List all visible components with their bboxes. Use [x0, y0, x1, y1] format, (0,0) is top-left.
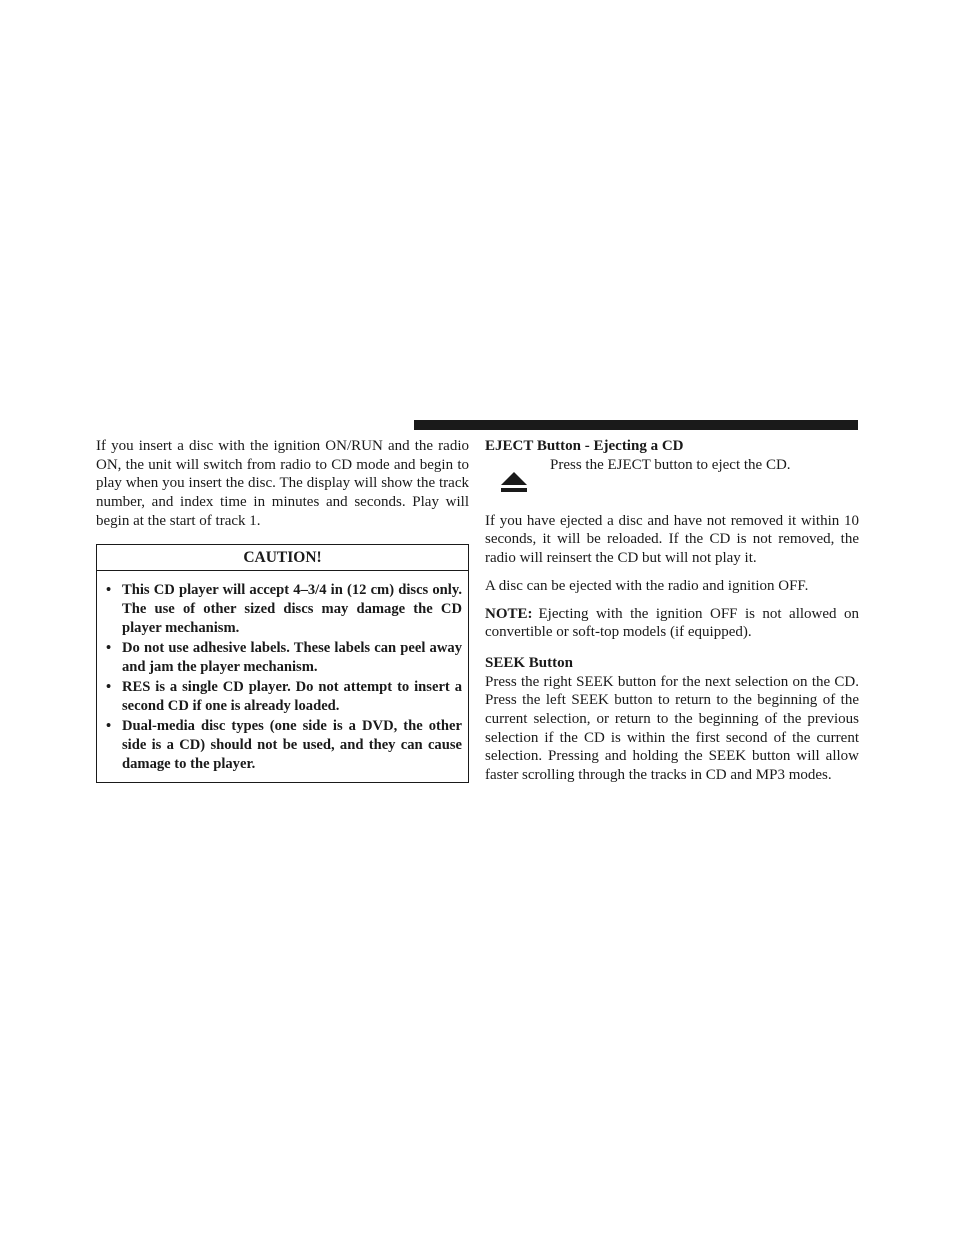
eject-icon: [500, 470, 528, 494]
caution-item-text: Do not use adhesive labels. These labels can peel away and jam the player mechanism.: [122, 639, 462, 675]
caution-item-text: RES is a single CD player. Do not attempt to insert a second CD if one is already loaded.: [122, 678, 462, 714]
right-column: [485, 437, 859, 785]
caution-box: [96, 544, 469, 783]
caution-title: CAUTION!: [97, 545, 468, 571]
bullet: •: [106, 717, 112, 734]
caution-item-text: This CD player will accept 4–3/4 in (12 cm) discs only. The use of other sized discs may damage the CD player mechanism.: [122, 581, 462, 636]
caution-item: [105, 639, 462, 677]
bullet: •: [106, 581, 112, 598]
seek-paragraph: Press the right SEEK button for the next selection on the CD. Press the left SEEK button to return to the beginning of the current selection, or return to the beginning of the previous selection if the CD is within the first second of the current selection. Pressing and holding the SEEK button will allow faster scrolling through the tracks in CD and MP3 modes.: [485, 673, 859, 784]
reload-paragraph: If you have ejected a disc and have not removed it within 10 seconds, it will be reloaded. If the CD is not removed, the radio will reinsert the CD but will not play it.: [485, 512, 859, 567]
caution-item-text: Dual-media disc types (one side is a DVD, the other side is a CD) should not be used, and they can cause damage to the player.: [122, 717, 462, 772]
bullet: •: [106, 678, 112, 695]
intro-paragraph: If you insert a disc with the ignition ON/RUN and the radio ON, the unit will switch from radio to CD mode and begin to play when you insert the disc. The display will show the track number, and index time in minutes and seconds. Play will begin at the start of track 1.: [96, 438, 469, 529]
eject-heading: EJECT Button - Ejecting a CD: [485, 438, 684, 454]
caution-item: [105, 678, 462, 716]
left-column: [96, 437, 469, 783]
bullet: •: [106, 639, 112, 656]
caution-item: [105, 581, 462, 638]
eject-off-paragraph: A disc can be ejected with the radio and ignition OFF.: [485, 577, 809, 594]
caution-list: [97, 571, 468, 782]
caution-item: [105, 717, 462, 774]
note-text: Ejecting with the ignition OFF is not allowed on convertible or soft-top models (if equipped).: [485, 605, 859, 641]
note-label: NOTE:: [485, 605, 533, 622]
note-paragraph: [485, 605, 859, 642]
eject-instruction: Press the EJECT button to eject the CD.: [550, 456, 791, 473]
eject-row: [485, 456, 859, 512]
seek-heading: SEEK Button: [485, 654, 573, 671]
section-header-bar: [414, 420, 858, 430]
